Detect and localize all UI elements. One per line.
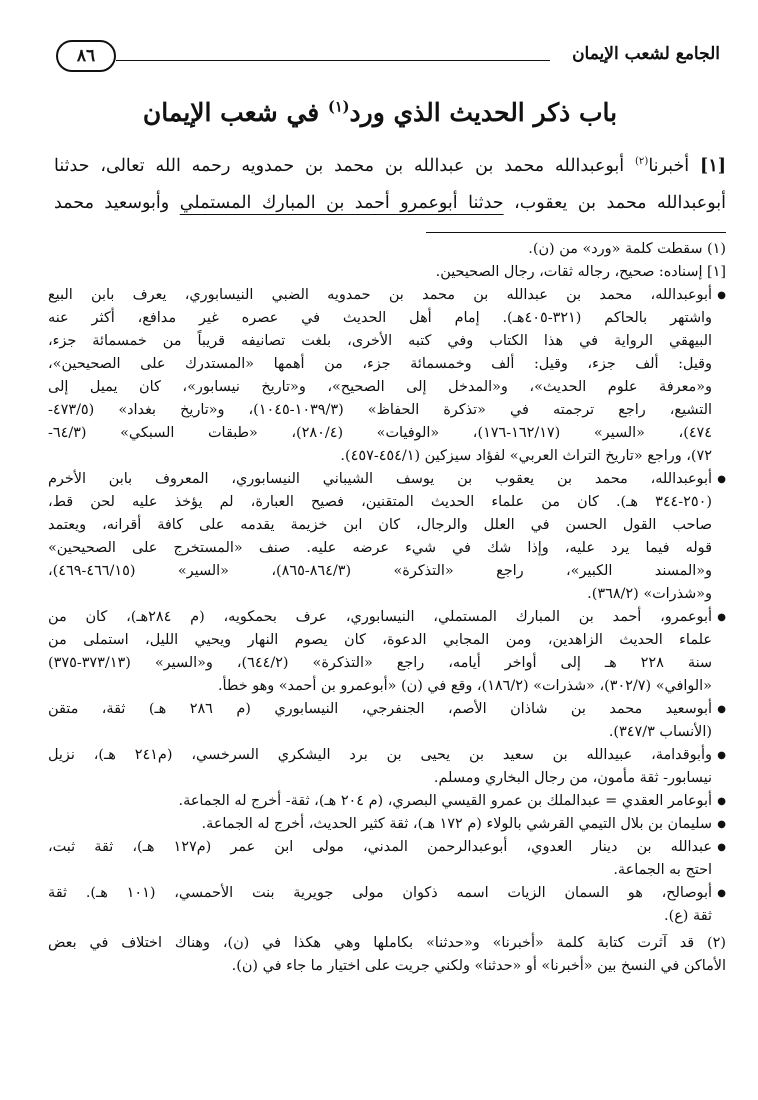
isnad-note: [١] إسناده: صحيح، رجاله ثقات، رجال الصحيحين.: [435, 264, 726, 280]
narrator-note-5: ● وأبوقدامة، عبيدالله بن سعيد بن يحيى بن برد اليشكري السرخسي، (م٢٤١ هـ)، نزيل نيسابور- ثقة مأمون، من رجال البخاري ومسلم.: [48, 744, 726, 790]
running-header: [40, 40, 720, 80]
hadith-line-2-start: أبوعبدالله محمد بن يعقوب،: [503, 193, 726, 213]
chapter-title: [40, 98, 720, 127]
page-number: ٨٦: [56, 40, 116, 72]
narrator-note-9: ● أبوصالح، هو السمان الزيات اسمه ذكوان مولى جويرية بنت الأحمسي، (١٠١ هـ). ثقة ثقة (ع).: [48, 882, 726, 928]
footnote-1: (١) سقطت كلمة «ورد» من (ن).: [528, 241, 726, 257]
hadith-line-2: [54, 185, 726, 222]
chapter-title-main: باب ذكر الحديث الذي ورد: [349, 98, 618, 127]
narrator-note-6: ● أبوعامر العقدي = عبدالملك بن عمرو القيسي البصري، (م ٢٠٤ هـ)، ثقة- أخرج له الجماعة.: [48, 790, 726, 813]
narrator-note-3: ● أبوعمرو، أحمد بن المبارك المستملي، النيسابوري، عرف بحمكويه، (م ٢٨٤هـ)، كان من علماء الحديث الزاهدين، ومن المجابي الدعوة، كان يصوم النهار ويحيي الليل، استملى من سنة ٢٢٨ هـ إلى أواخر أيامه، راجع «التذكرة» (٦٤٤/٢)، و«السير» (٣٧٣/١٣-٣٧٥) «الوافي» (٣٠٢/٧)، «شذرات» (١٨٦/٢)، وقع في (ن) «أبوعمرو بن أحمد» وهو خطأ.: [48, 606, 726, 698]
narrator-note-8: ● عبدالله بن دينار العدوي، أبوعبدالرحمن المدني، مولى ابن عمر (م١٢٧ هـ)، ثقة ثبت، احتج به الجماعة.: [48, 836, 726, 882]
chapter-title-end: في شعب الإيمان: [142, 98, 328, 127]
narrator-note-7: ● سليمان بن بلال التيمي القرشي بالولاء (م ١٧٢ هـ)، ثقة كثير الحديث، أخرج له الجماعة.: [48, 813, 726, 836]
footnote-2: (٢) قد آثرت كتابة كلمة «أخبرنا» و«حدثنا» بكاملها وهي هكذا في (ن)، وهناك اختلاف في بعض الأماكن في النسخ بين «أخبرنا» أو «حدثنا» ولكني جريت على اختيار ما جاء في (ن).: [48, 935, 726, 974]
hadith-line-1-start: أخبرنا: [648, 156, 701, 176]
narrator-note-2: ● أبوعبدالله، محمد بن يعقوب بن يوسف الشيباني النيسابوري، المعروف بابن الأخرم (٢٥٠-٣٤٤ هـ). كان من علماء الحديث المتقنين، فصيح العبارة، لم يؤخذ عليه لحن قط، صاحب القول الحسن في العلل والرجال، كان ابن خزيمة يقدمه على كافة أقرانه، ويعتمد قوله فيما يرد عليه، وإذا شك في شيء عرضه عليه. صنف «المستخرج على الصحيحين» و«المسند الكبير»، راجع «التذكرة» (٨٦٤/٣-٨٦٥)، «السير» (٤٦٦/١٥-٤٦٩)، و«شذرات» (٣٦٨/٢).: [48, 468, 726, 606]
narrator-note-1: ● أبوعبدالله، محمد بن عبدالله بن محمد بن حمدويه الضبي النيسابوري، يعرف بابن البيع واشتهر بالحاكم (٣٢١-٤٠٥هـ). إمام أهل الحديث في عصره غير مدافع، أكثر عنه البيهقي الرواية في هذا الكتاب وفي كتبه الأخرى، بلغت تصانيفه قريباً من خمسمائة جزء، وقيل: ألف جزء، وقيل: ألف وخمسمائة جزء، من أهمها «المستدرك على الصحيحين»، و«معرفة علوم الحديث»، و«المدخل إلى الصحيح»، و«تاريخ نيسابور»، كان يميل إلى التشيع، راجع ترجمته في «تذكرة الحفاظ» (١٠٣٩/٣-١٠٤٥)، و«تاريخ بغداد» (٤٧٣/٥- ٤٧٤)، «السير» (١٦٢/١٧-١٧٦)، «الوفيات» (٢٨٠/٤)، «طبقات السبكي» (٦٤/٣- ٧٢)، وراجع «تاريخ التراث العربي» لفؤاد سيزكين (٤٥٤/١-٤٥٧).: [48, 284, 726, 468]
hadith-line-1: [54, 148, 726, 185]
running-title: الجامع لشعب الإيمان: [572, 44, 720, 64]
hadith-number: [١]: [700, 156, 726, 176]
hadith-line-1-end: أبوعبدالله محمد بن عبدالله بن محمد بن حمدويه رحمه الله تعالى، حدثنا: [54, 156, 635, 176]
chapter-footnote-marker: (١): [327, 98, 350, 116]
footnote-separator: [426, 232, 726, 233]
hadith-underlined-chain: حدثنا أبوعمرو أحمد بن المبارك المستملي: [179, 193, 504, 213]
hadith-line-2-end: وأبوسعيد محمد: [54, 193, 180, 213]
footnotes: [48, 238, 726, 978]
header-rule: [116, 60, 550, 61]
hadith-text: [54, 148, 726, 222]
hadith-footnote-marker: (٢): [634, 156, 649, 168]
narrator-note-4: ● أبوسعيد محمد بن شاذان الأصم، الجنفرجي، النيسابوري (م ٢٨٦ هـ) ثقة، متقن (الأنساب ٣٤٧/٣).: [48, 698, 726, 744]
